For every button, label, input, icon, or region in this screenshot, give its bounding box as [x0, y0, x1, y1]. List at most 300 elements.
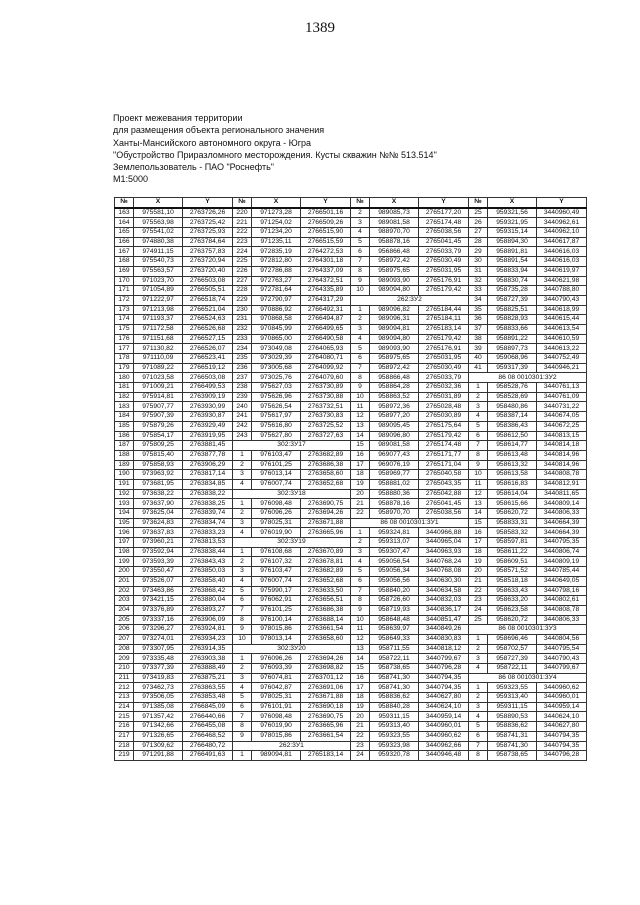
y-coordinate-cell: 3440836,17: [419, 605, 469, 615]
y-coordinate-cell: 2765176,91: [419, 344, 469, 354]
x-coordinate-cell: 973421,15: [134, 596, 183, 606]
y-coordinate-cell: 2766519,12: [183, 363, 233, 373]
point-number-cell: 6: [233, 596, 252, 606]
x-coordinate-cell: 976101,25: [252, 605, 301, 615]
x-coordinate-cell: 958897,73: [488, 344, 537, 354]
x-coordinate-cell: 958833,66: [488, 324, 537, 334]
section-label-cell: 262:3У1: [233, 741, 351, 751]
x-coordinate-cell: 972835,19: [252, 247, 301, 257]
y-coordinate-cell: 3440674,05: [537, 412, 587, 422]
y-coordinate-cell: 2763652,68: [301, 576, 351, 586]
x-coordinate-cell: 973029,39: [252, 354, 301, 364]
y-coordinate-cell: 3440613,54: [537, 324, 587, 334]
point-number-cell: 2: [469, 644, 488, 654]
x-coordinate-cell: 989094,81: [370, 324, 419, 334]
x-coordinate-cell: 958970,70: [370, 509, 419, 519]
table-row: [115, 518, 587, 528]
point-number-cell: 1: [469, 383, 488, 393]
y-coordinate-cell: 3440664,39: [537, 528, 587, 538]
y-coordinate-cell: 2763652,68: [301, 479, 351, 489]
y-coordinate-cell: 2766518,74: [183, 295, 233, 305]
y-coordinate-cell: 3440768,08: [419, 567, 469, 577]
x-coordinate-cell: 976007,74: [252, 576, 301, 586]
x-coordinate-cell: 973637,83: [134, 528, 183, 538]
point-number-cell: 3: [233, 470, 252, 480]
y-coordinate-cell: 3440962,66: [419, 741, 469, 751]
table-row: [115, 363, 587, 373]
point-number-cell: 193: [115, 499, 134, 509]
x-coordinate-cell: 958741,30: [370, 683, 419, 693]
y-coordinate-cell: 3440761,13: [537, 383, 587, 393]
y-coordinate-cell: 2763671,88: [301, 693, 351, 703]
x-coordinate-cell: 958836,62: [370, 693, 419, 703]
x-coordinate-cell: 978015,86: [252, 731, 301, 741]
point-number-cell: 6: [351, 354, 370, 364]
y-coordinate-cell: 2765183,14: [301, 751, 351, 761]
x-coordinate-cell: 958735,28: [488, 286, 537, 296]
x-coordinate-cell: 959311,15: [370, 712, 419, 722]
y-coordinate-cell: 3440851,47: [419, 615, 469, 625]
y-coordinate-cell: 2763930,87: [183, 412, 233, 422]
point-number-cell: 16: [469, 528, 488, 538]
x-coordinate-cell: 971222,97: [134, 295, 183, 305]
point-number-cell: 185: [115, 421, 134, 431]
point-number-cell: 189: [115, 460, 134, 470]
x-coordinate-cell: 958623,58: [488, 605, 537, 615]
point-number-cell: 214: [115, 702, 134, 712]
point-number-cell: 229: [233, 295, 252, 305]
header-line-5: Землепользователь - ПАО "Роснефть": [113, 162, 274, 173]
table-row: [115, 731, 587, 741]
point-number-cell: 10: [233, 634, 252, 644]
x-coordinate-cell: 971309,62: [134, 741, 183, 751]
point-number-cell: 5: [351, 567, 370, 577]
point-number-cell: 10: [351, 286, 370, 296]
x-coordinate-cell: 973625,04: [134, 509, 183, 519]
x-coordinate-cell: 972763,27: [252, 276, 301, 286]
y-coordinate-cell: 3440962,61: [537, 218, 587, 228]
point-number-cell: 225: [233, 257, 252, 267]
point-number-cell: 3: [351, 218, 370, 228]
y-coordinate-cell: 2763661,54: [301, 731, 351, 741]
point-number-cell: 14: [351, 431, 370, 441]
table-row: [115, 664, 587, 674]
x-coordinate-cell: 989094,80: [370, 334, 419, 344]
x-coordinate-cell: 976101,91: [252, 702, 301, 712]
point-number-cell: 13: [351, 421, 370, 431]
x-coordinate-cell: 976103,47: [252, 567, 301, 577]
point-number-cell: 6: [351, 247, 370, 257]
y-coordinate-cell: 3440616,03: [537, 247, 587, 257]
table-row: [115, 460, 587, 470]
x-coordinate-cell: 958741,31: [488, 731, 537, 741]
point-number-cell: 21: [469, 576, 488, 586]
x-coordinate-cell: 958722,11: [370, 654, 419, 664]
x-coordinate-cell: 973637,90: [134, 499, 183, 509]
x-coordinate-cell: 973337,16: [134, 615, 183, 625]
y-coordinate-cell: 2763929,49: [183, 421, 233, 431]
x-coordinate-cell: 975563,57: [134, 266, 183, 276]
x-coordinate-cell: 971273,28: [252, 208, 301, 218]
y-coordinate-cell: 2765177,20: [419, 208, 469, 218]
y-coordinate-cell: 3440946,21: [537, 363, 587, 373]
y-coordinate-cell: 2765038,56: [419, 509, 469, 519]
y-coordinate-cell: 2766527,15: [183, 334, 233, 344]
section-label-cell: 302:3У18: [233, 489, 351, 499]
x-coordinate-cell: 971291,88: [134, 751, 183, 761]
y-coordinate-cell: 2763834,74: [183, 518, 233, 528]
x-coordinate-cell: 971151,68: [134, 334, 183, 344]
y-coordinate-cell: 2765179,42: [419, 286, 469, 296]
table-row: [115, 295, 587, 305]
y-coordinate-cell: 2765184,11: [419, 315, 469, 325]
x-coordinate-cell: 973296,27: [134, 625, 183, 635]
table-row: [115, 557, 587, 567]
y-coordinate-cell: 2766490,58: [301, 334, 351, 344]
x-coordinate-cell: 976042,87: [252, 683, 301, 693]
y-coordinate-cell: 2763838,44: [183, 547, 233, 557]
y-coordinate-cell: 3440630,30: [419, 576, 469, 586]
point-number-cell: 206: [115, 625, 134, 635]
y-coordinate-cell: 2766503,08: [183, 373, 233, 383]
y-coordinate-cell: 2763877,78: [183, 450, 233, 460]
y-coordinate-cell: 2763671,88: [301, 518, 351, 528]
x-coordinate-cell: 958863,52: [370, 392, 419, 402]
x-coordinate-cell: 974880,38: [134, 237, 183, 247]
y-coordinate-cell: 2763727,63: [301, 431, 351, 441]
x-coordinate-cell: 959313,07: [370, 538, 419, 548]
point-number-cell: 12: [351, 412, 370, 422]
x-coordinate-cell: 959307,47: [370, 547, 419, 557]
x-coordinate-cell: 971172,58: [134, 324, 183, 334]
point-number-cell: 38: [469, 334, 488, 344]
x-coordinate-cell: 958613,58: [488, 470, 537, 480]
point-number-cell: 211: [115, 673, 134, 683]
y-coordinate-cell: 3440959,14: [537, 702, 587, 712]
y-coordinate-cell: 2764335,89: [301, 286, 351, 296]
table-row: [115, 247, 587, 257]
x-coordinate-cell: 975815,40: [134, 450, 183, 460]
x-coordinate-cell: 971089,22: [134, 363, 183, 373]
y-coordinate-cell: 2765183,14: [419, 324, 469, 334]
x-coordinate-cell: 976019,90: [252, 722, 301, 732]
x-coordinate-cell: 975581,10: [134, 208, 183, 218]
point-number-cell: 8: [233, 722, 252, 732]
point-number-cell: 4: [469, 664, 488, 674]
y-coordinate-cell: 3440796,28: [419, 664, 469, 674]
y-coordinate-cell: 3440672,25: [537, 421, 587, 431]
y-coordinate-cell: 2765043,35: [419, 479, 469, 489]
x-coordinate-cell: 958518,18: [488, 576, 537, 586]
y-coordinate-cell: 2765031,89: [419, 392, 469, 402]
y-coordinate-cell: 2763726,26: [183, 208, 233, 218]
point-number-cell: 6: [469, 731, 488, 741]
x-coordinate-cell: 958696,46: [488, 634, 537, 644]
y-coordinate-cell: 2766494,87: [301, 315, 351, 325]
y-coordinate-cell: 3440761,09: [537, 392, 587, 402]
y-coordinate-cell: 3440794,35: [537, 741, 587, 751]
y-coordinate-cell: 3440798,16: [537, 586, 587, 596]
x-coordinate-cell: 956866,48: [370, 247, 419, 257]
point-number-cell: 179: [115, 363, 134, 373]
y-coordinate-cell: 3440962,10: [537, 228, 587, 238]
x-coordinate-cell: 958719,93: [370, 605, 419, 615]
point-number-cell: 9: [351, 383, 370, 393]
point-number-cell: 188: [115, 450, 134, 460]
y-coordinate-cell: 3440619,97: [537, 266, 587, 276]
x-coordinate-cell: 959056,56: [370, 576, 419, 586]
x-coordinate-cell: 970845,99: [252, 324, 301, 334]
point-number-cell: 40: [469, 354, 488, 364]
x-coordinate-cell: 973025,76: [252, 373, 301, 383]
column-header: №: [115, 198, 134, 208]
table-row: [115, 276, 587, 286]
section-label-cell: 86 08 0010301:3У3: [469, 625, 587, 635]
column-header: №: [233, 198, 252, 208]
x-coordinate-cell: 959313,40: [370, 722, 419, 732]
x-coordinate-cell: 959068,96: [488, 354, 537, 364]
y-coordinate-cell: 2766845,09: [183, 702, 233, 712]
y-coordinate-cell: 2763875,21: [183, 673, 233, 683]
y-coordinate-cell: 3440617,87: [537, 237, 587, 247]
y-coordinate-cell: 3440627,80: [537, 722, 587, 732]
point-number-cell: 210: [115, 664, 134, 674]
x-coordinate-cell: 958648,48: [370, 615, 419, 625]
column-header: №: [469, 198, 488, 208]
y-coordinate-cell: 2765040,58: [419, 470, 469, 480]
point-number-cell: 4: [469, 712, 488, 722]
y-coordinate-cell: 3440804,56: [537, 634, 587, 644]
point-number-cell: 9: [351, 605, 370, 615]
y-coordinate-cell: 2763880,04: [183, 596, 233, 606]
y-coordinate-cell: 3440814,96: [537, 450, 587, 460]
x-coordinate-cell: 958741,30: [370, 673, 419, 683]
x-coordinate-cell: 975563,98: [134, 218, 183, 228]
table-row: [115, 344, 587, 354]
point-number-cell: 175: [115, 324, 134, 334]
x-coordinate-cell: 958969,77: [370, 470, 419, 480]
y-coordinate-cell: 2765032,36: [419, 383, 469, 393]
x-coordinate-cell: 976007,74: [252, 479, 301, 489]
header-line-2: для размещения объекта регионального значения: [113, 125, 325, 136]
y-coordinate-cell: 2763720,94: [183, 257, 233, 267]
point-number-cell: 34: [469, 295, 488, 305]
y-coordinate-cell: 2763903,38: [183, 654, 233, 664]
table-row: [115, 538, 587, 548]
x-coordinate-cell: 958741,30: [488, 741, 537, 751]
y-coordinate-cell: 2765030,49: [419, 363, 469, 373]
x-coordinate-cell: 989096,31: [370, 315, 419, 325]
y-coordinate-cell: 2763665,96: [301, 528, 351, 538]
y-coordinate-cell: 3440963,93: [419, 547, 469, 557]
y-coordinate-cell: 2764301,18: [301, 257, 351, 267]
point-number-cell: 19: [351, 702, 370, 712]
point-number-cell: 7: [351, 363, 370, 373]
x-coordinate-cell: 975854,17: [134, 431, 183, 441]
point-number-cell: 7: [469, 741, 488, 751]
point-number-cell: 23: [469, 596, 488, 606]
x-coordinate-cell: 973526,07: [134, 576, 183, 586]
x-coordinate-cell: 958881,02: [370, 479, 419, 489]
x-coordinate-cell: 958727,39: [488, 654, 537, 664]
x-coordinate-cell: 976101,25: [252, 460, 301, 470]
point-number-cell: 31: [469, 266, 488, 276]
table-row: [115, 625, 587, 635]
x-coordinate-cell: 989081,58: [370, 218, 419, 228]
x-coordinate-cell: 972786,88: [252, 266, 301, 276]
point-number-cell: 8: [233, 615, 252, 625]
point-number-cell: 13: [469, 499, 488, 509]
y-coordinate-cell: 3440806,33: [537, 615, 587, 625]
point-number-cell: 183: [115, 402, 134, 412]
point-number-cell: 209: [115, 654, 134, 664]
y-coordinate-cell: 2763881,45: [183, 441, 233, 451]
point-number-cell: 180: [115, 373, 134, 383]
y-coordinate-cell: 2764272,53: [301, 247, 351, 257]
point-number-cell: 15: [351, 664, 370, 674]
point-number-cell: 17: [351, 683, 370, 693]
y-coordinate-cell: 2763850,03: [183, 567, 233, 577]
table-row: [115, 286, 587, 296]
point-number-cell: 168: [115, 257, 134, 267]
y-coordinate-cell: 3440809,14: [537, 499, 587, 509]
y-coordinate-cell: 2763784,64: [183, 237, 233, 247]
point-number-cell: 208: [115, 644, 134, 654]
point-number-cell: 8: [351, 266, 370, 276]
column-header: №: [351, 198, 370, 208]
point-number-cell: 1: [351, 305, 370, 315]
point-number-cell: 37: [469, 324, 488, 334]
point-number-cell: 2: [233, 509, 252, 519]
point-number-cell: 5: [351, 344, 370, 354]
y-coordinate-cell: 3440794,35: [537, 731, 587, 741]
y-coordinate-cell: 3440818,12: [419, 644, 469, 654]
y-coordinate-cell: 3440960,01: [419, 722, 469, 732]
section-label-cell: 86 08 0010301:3У4: [469, 673, 587, 683]
x-coordinate-cell: 958866,48: [370, 373, 419, 383]
x-coordinate-cell: 975626,96: [252, 392, 301, 402]
x-coordinate-cell: 958613,32: [488, 460, 537, 470]
y-coordinate-cell: 3440966,88: [419, 528, 469, 538]
point-number-cell: 173: [115, 305, 134, 315]
y-coordinate-cell: 2766526,68: [183, 324, 233, 334]
point-number-cell: 1: [233, 547, 252, 557]
x-coordinate-cell: 958609,51: [488, 557, 537, 567]
y-coordinate-cell: 2764065,93: [301, 344, 351, 354]
y-coordinate-cell: 2765031,95: [419, 266, 469, 276]
y-coordinate-cell: 2765179,42: [419, 334, 469, 344]
point-number-cell: 222: [233, 228, 252, 238]
x-coordinate-cell: 976019,90: [252, 528, 301, 538]
point-number-cell: 5: [351, 237, 370, 247]
x-coordinate-cell: 975627,80: [252, 431, 301, 441]
y-coordinate-cell: 2763843,43: [183, 557, 233, 567]
y-coordinate-cell: 2764317,29: [301, 295, 351, 305]
x-coordinate-cell: 989094,80: [370, 286, 419, 296]
y-coordinate-cell: 2766455,08: [183, 722, 233, 732]
point-number-cell: 223: [233, 237, 252, 247]
x-coordinate-cell: 973624,83: [134, 518, 183, 528]
point-number-cell: 4: [351, 228, 370, 238]
point-number-cell: 11: [351, 402, 370, 412]
section-label-cell: 262:3У2: [351, 295, 469, 305]
point-number-cell: 197: [115, 538, 134, 548]
x-coordinate-cell: 974911,15: [134, 247, 183, 257]
point-number-cell: 28: [469, 237, 488, 247]
y-coordinate-cell: 2763682,89: [301, 567, 351, 577]
y-coordinate-cell: 2766523,41: [183, 354, 233, 364]
y-coordinate-cell: 3440965,04: [419, 538, 469, 548]
y-coordinate-cell: 3440794,35: [419, 683, 469, 693]
point-number-cell: 22: [351, 509, 370, 519]
x-coordinate-cell: 958722,11: [488, 664, 537, 674]
point-number-cell: 217: [115, 731, 134, 741]
point-number-cell: 1: [351, 528, 370, 538]
x-coordinate-cell: 975617,97: [252, 412, 301, 422]
x-coordinate-cell: 973307,95: [134, 644, 183, 654]
point-number-cell: 9: [233, 625, 252, 635]
point-number-cell: 18: [351, 470, 370, 480]
x-coordinate-cell: 958825,51: [488, 305, 537, 315]
x-coordinate-cell: 958727,39: [488, 295, 537, 305]
x-coordinate-cell: 988970,70: [370, 228, 419, 238]
x-coordinate-cell: 959311,15: [488, 702, 537, 712]
x-coordinate-cell: 959321,95: [488, 218, 537, 228]
y-coordinate-cell: 3440790,43: [537, 295, 587, 305]
x-coordinate-cell: 959323,55: [488, 683, 537, 693]
x-coordinate-cell: 958891,54: [488, 257, 537, 267]
x-coordinate-cell: 976103,47: [252, 450, 301, 460]
y-coordinate-cell: 2763725,93: [183, 228, 233, 238]
x-coordinate-cell: 958738,65: [488, 751, 537, 761]
point-number-cell: 166: [115, 237, 134, 247]
point-number-cell: 204: [115, 605, 134, 615]
y-coordinate-cell: 2763633,50: [301, 586, 351, 596]
x-coordinate-cell: 959323,98: [370, 741, 419, 751]
x-coordinate-cell: 959324,81: [370, 528, 419, 538]
y-coordinate-cell: 2763730,89: [301, 383, 351, 393]
point-number-cell: 18: [351, 693, 370, 703]
y-coordinate-cell: 3440788,80: [537, 286, 587, 296]
point-number-cell: 2: [233, 664, 252, 674]
point-number-cell: 172: [115, 295, 134, 305]
point-number-cell: 30: [469, 257, 488, 267]
y-coordinate-cell: 3440627,80: [419, 693, 469, 703]
y-coordinate-cell: 2763730,88: [301, 392, 351, 402]
point-number-cell: 12: [469, 489, 488, 499]
point-number-cell: 232: [233, 324, 252, 334]
section-label-cell: 86 08 0010301:3У1: [351, 518, 469, 528]
x-coordinate-cell: 958597,81: [488, 538, 537, 548]
point-number-cell: 164: [115, 218, 134, 228]
y-coordinate-cell: 2766515,59: [301, 237, 351, 247]
y-coordinate-cell: 3440960,62: [419, 731, 469, 741]
y-coordinate-cell: 2763656,51: [301, 596, 351, 606]
x-coordinate-cell: 976074,81: [252, 673, 301, 683]
point-number-cell: 20: [469, 567, 488, 577]
y-coordinate-cell: 3440790,43: [537, 654, 587, 664]
y-coordinate-cell: 3440795,54: [537, 644, 587, 654]
y-coordinate-cell: 2765175,64: [419, 421, 469, 431]
x-coordinate-cell: 959320,78: [370, 751, 419, 761]
y-coordinate-cell: 2763838,22: [183, 489, 233, 499]
table-row: [115, 702, 587, 712]
table-row: [115, 576, 587, 586]
point-number-cell: 15: [469, 518, 488, 528]
y-coordinate-cell: 3440802,61: [537, 596, 587, 606]
y-coordinate-cell: 2763691,06: [301, 683, 351, 693]
point-number-cell: 18: [469, 547, 488, 557]
